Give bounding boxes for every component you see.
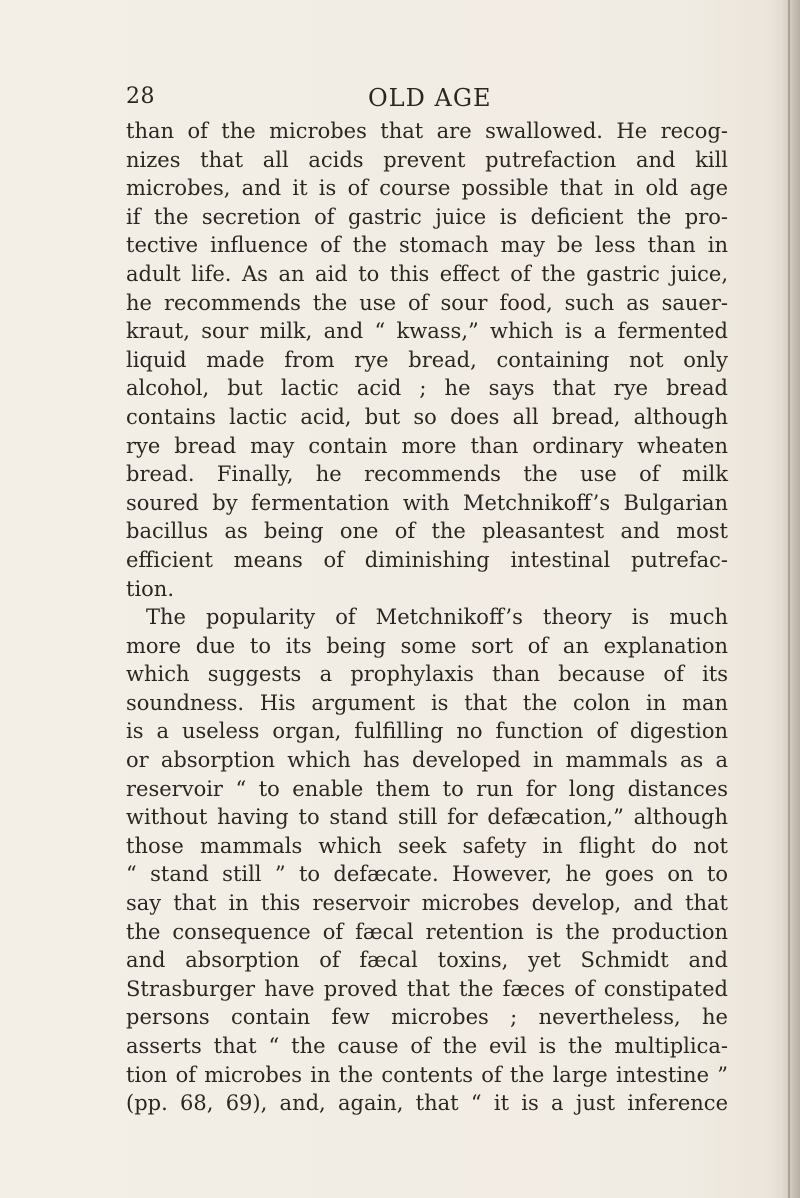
text-line: and absorption of fæcal toxins, yet Schmidt and (126, 948, 728, 973)
text-line: those mammals which seek safety in flight do not (126, 833, 728, 858)
text-line: the consequence of fæcal retention is the production (126, 919, 728, 944)
body-text (126, 117, 728, 1118)
text-line: bread. Finally, he recommends the use of milk (126, 462, 728, 487)
page-number: 28 (126, 84, 155, 109)
text-line: say that in this reservoir microbes develop, and that (126, 891, 728, 916)
text-line: is a useless organ, fulfilling no function of digestion (126, 719, 728, 744)
text-line: or absorption which has developed in mammals as a (126, 748, 728, 773)
text-line: “ stand still ” to defæcate. However, he goes on to (126, 862, 728, 887)
text-line: soundness. His argument is that the colon in man (126, 690, 728, 715)
text-line: contains lactic acid, but so does all bread, although (126, 404, 728, 429)
text-line: tective influence of the stomach may be less than in (126, 233, 728, 258)
text-line: which suggests a prophylaxis than because of its (126, 662, 728, 687)
page-edge-line (788, 0, 790, 1198)
text-line: asserts that “ the cause of the evil is the multiplica- (126, 1034, 728, 1058)
paragraph-start-line: The popularity of Metchnikoff’s theory is much (146, 605, 728, 630)
text-line: he recommends the use of sour food, such as sauer- (126, 290, 728, 315)
text-line: kraut, sour milk, and “ kwass,” which is a fermented (126, 319, 728, 344)
text-line: Strasburger have proved that the fæces of constipated (126, 976, 728, 1001)
text-line: more due to its being some sort of an explanation (126, 633, 728, 658)
text-line: rye bread may contain more than ordinary wheaten (126, 433, 728, 458)
paragraph-end-line: tion. (126, 576, 174, 601)
text-line: adult life. As an aid to this effect of the gastric juice, (126, 261, 728, 286)
text-line: microbes, and it is of course possible that in old age (126, 176, 728, 201)
text-line: bacillus as being one of the pleasantest and most (126, 519, 728, 544)
text-line: than of the microbes that are swallowed. He recog- (126, 119, 728, 143)
page-edge-shadow (782, 0, 800, 1198)
text-line: nizes that all acids prevent putrefaction and kill (126, 147, 728, 172)
text-line: reservoir “ to enable them to run for long distances (126, 776, 728, 801)
text-line: if the secretion of gastric juice is deficient the pro- (126, 204, 728, 229)
text-line: liquid made from rye bread, containing not only (126, 347, 728, 372)
text-line: tion of microbes in the contents of the large intestine ” (126, 1062, 728, 1087)
text-line: (pp. 68, 69), and, again, that “ it is a just inference (126, 1091, 728, 1116)
text-line: alcohol, but lactic acid ; he says that rye bread (126, 376, 728, 401)
text-line: soured by fermentation with Metchnikoff’s Bulgarian (126, 490, 728, 515)
text-line: efficient means of diminishing intestinal putrefac- (126, 547, 728, 572)
text-line: without having to stand still for defæcation,” although (126, 805, 728, 830)
running-title: OLD AGE (368, 84, 492, 112)
text-line: persons contain few microbes ; nevertheless, he (126, 1005, 728, 1030)
page-header (126, 84, 726, 118)
